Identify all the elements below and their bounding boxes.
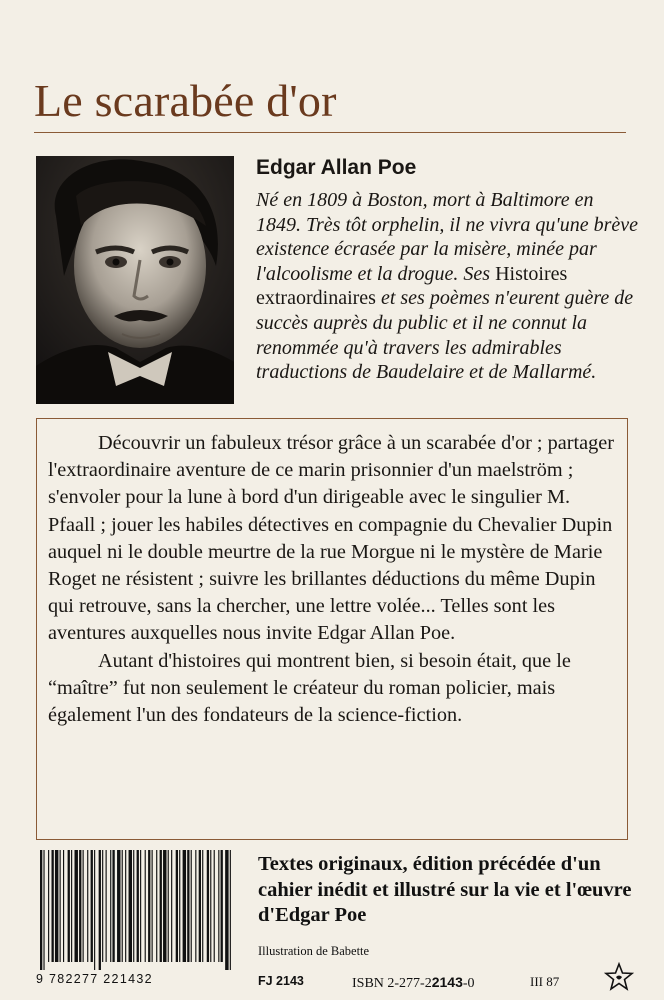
- barcode-bar: [214, 850, 215, 962]
- isbn: [352, 974, 475, 992]
- barcode-bar: [202, 850, 203, 962]
- isbn-prefix: ISBN 2-277-2: [352, 976, 432, 991]
- barcode-bar: [83, 850, 84, 962]
- blurb: [48, 430, 618, 729]
- barcode-digits: 9 782277 221432: [36, 972, 153, 986]
- barcode-bar: [52, 850, 54, 962]
- barcode-bar: [191, 850, 192, 962]
- barcode-bar: [148, 850, 150, 962]
- barcode-bar: [176, 850, 178, 962]
- barcode-bar: [137, 850, 139, 962]
- barcode-bar: [94, 850, 95, 970]
- barcode-bar: [195, 850, 196, 962]
- barcode-bar: [112, 850, 114, 962]
- barcode-bar: [210, 850, 211, 962]
- barcode-bar: [225, 850, 228, 970]
- isbn-suffix: -0: [462, 976, 475, 991]
- barcode-bar: [60, 850, 61, 962]
- barcode-bar: [55, 850, 58, 962]
- barcode-bar: [152, 850, 153, 962]
- print-date: III 87: [530, 974, 560, 989]
- barcode-bar: [68, 850, 70, 962]
- star-logo-icon: [604, 962, 634, 992]
- bio-work-title: Histoires extraordinaires: [256, 262, 568, 310]
- barcode-bar: [106, 850, 107, 962]
- barcode-bar: [207, 850, 209, 962]
- title-rule: [34, 132, 626, 133]
- barcode-bar: [179, 850, 180, 962]
- barcode-bar: [122, 850, 123, 962]
- barcode-bar: [230, 850, 231, 970]
- edition-note: Textes originaux, édition précédée d'un cahier inédit et illustré sur la vie et l'œuvre d'Edgar Poe: [258, 853, 632, 926]
- barcode-bar: [145, 850, 146, 962]
- barcode-bar: [160, 850, 162, 962]
- author-bio: [256, 188, 640, 385]
- isbn-bold-part: 2143: [431, 974, 463, 990]
- barcode-bar: [163, 850, 166, 962]
- blurb-paragraph-1: Découvrir un fabuleux trésor grâce à un scarabée d'or ; partager l'extraordinaire aventure de ce marin prisonnier d'un maelström ; s'envoler pour la lune à bord d'un dirigeable avec le singulier M. Pfaall ; jouer les habiles détectives en compagnie du Chevalier Dupin auquel ni le double meurtre de la rue Morgue ni le mystère de Marie Roget ne résistent ; suivre les brillantes déductions du même Dupin qui retrouve, sans la chercher, une lettre volée... Telles sont les aventures auxquelles nous invite Edgar Allan Poe.: [48, 432, 615, 645]
- catalog-code: FJ 2143: [258, 974, 304, 988]
- barcode-bar: [79, 850, 81, 962]
- barcode-bar: [87, 850, 88, 962]
- barcode-bar: [187, 850, 189, 962]
- barcode-bar: [63, 850, 64, 962]
- barcode-bar: [171, 850, 172, 962]
- barcode-bar: [40, 850, 42, 970]
- blurb-paragraph-2: Autant d'histoires qui montrent bien, si besoin était, que le “maître” fut non seulement le créateur du roman policier, mais également l'un des fondateurs de la science-fiction.: [48, 649, 571, 727]
- barcode-bar: [183, 850, 186, 962]
- barcode-bar: [43, 850, 44, 970]
- book-title: Le scarabée d'or: [34, 75, 337, 126]
- barcode-bar: [133, 850, 134, 962]
- barcode-bar: [99, 850, 101, 970]
- barcode-bar: [129, 850, 132, 962]
- barcode-bar: [221, 850, 223, 962]
- barcode-bars: [36, 850, 236, 970]
- barcode-bar: [110, 850, 111, 962]
- barcode-bar: [71, 850, 72, 962]
- author-portrait: [36, 156, 234, 404]
- barcode-bar: [48, 850, 49, 962]
- barcode-bar: [199, 850, 201, 962]
- barcode-bar: [156, 850, 157, 962]
- barcode-bar: [102, 850, 103, 962]
- barcode: [36, 850, 236, 986]
- illustration-credit: Illustration de Babette: [258, 944, 370, 958]
- barcode-bar: [218, 850, 219, 962]
- barcode-bar: [75, 850, 78, 962]
- barcode-bar: [125, 850, 126, 962]
- barcode-bar: [91, 850, 93, 962]
- barcode-bar: [168, 850, 169, 962]
- barcode-bar: [140, 850, 141, 962]
- barcode-bar: [117, 850, 120, 962]
- bio-text-end: et ses poèmes n'eurent guère de succès auprès du public et il ne connut la renommée qu'à travers les admirables traductions de Baudelaire et de Mallarmé.: [256, 287, 634, 384]
- author-name: Edgar Allan Poe: [256, 156, 417, 179]
- bio-text-start: Né en 1809 à Boston, mort à Baltimore en 1849. Très tôt orphelin, il ne vivra qu'une brève existence écrasée par la misère, minée par l'alcoolisme et la drogue. Ses: [256, 189, 639, 285]
